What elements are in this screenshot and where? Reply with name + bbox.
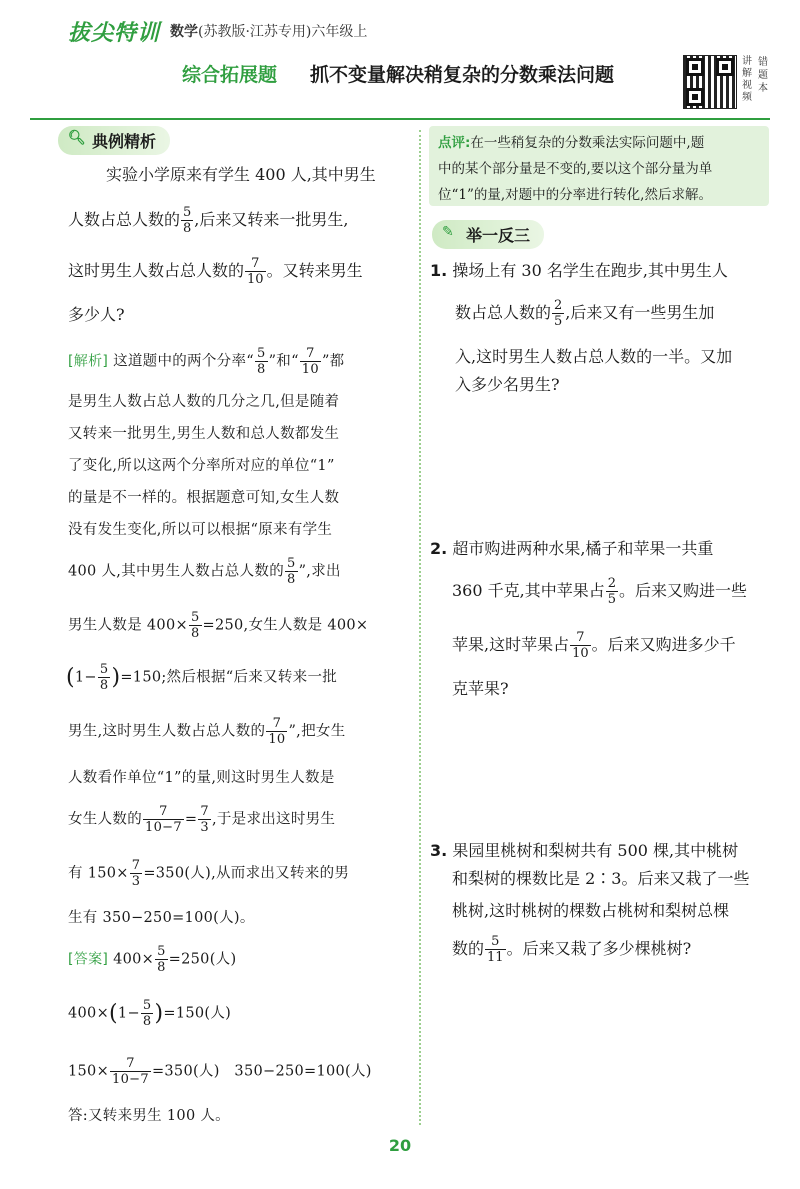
remark-line: 中的某个部分量是不变的,要以这个部分量为单 bbox=[438, 161, 713, 177]
error-book-tab: 错题本 bbox=[758, 57, 768, 94]
analysis-tag: 解析 bbox=[73, 353, 103, 370]
qr-label: 讲解视频 bbox=[742, 56, 752, 103]
book-title: 数学(苏教版·江苏专用)六年级上 bbox=[170, 24, 368, 40]
pencil-icon: ✎ bbox=[442, 224, 454, 240]
header-divider bbox=[30, 118, 770, 120]
search-icon: 🔍︎ bbox=[68, 130, 86, 146]
practice-heading: ✎ 举一反三 bbox=[432, 220, 544, 249]
remark-line: 点评:在一些稍复杂的分数乘法实际问题中,题 bbox=[438, 135, 705, 151]
brand-logo: 拔尖特训 bbox=[68, 21, 161, 46]
example-heading: 🔍︎ 典例精析 bbox=[58, 126, 170, 155]
qr-code-icon[interactable] bbox=[683, 55, 737, 109]
section-title: 综合拓展题 bbox=[182, 64, 278, 86]
topic-title: 抓不变量解决稍复杂的分数乘法问题 bbox=[310, 64, 615, 86]
page-number: 20 bbox=[388, 1136, 412, 1155]
remark-line: 位“1”的量,对题中的分率进行转化,然后求解。 bbox=[438, 187, 712, 203]
answer-tag: 答案 bbox=[73, 951, 103, 968]
column-divider bbox=[419, 130, 421, 1125]
